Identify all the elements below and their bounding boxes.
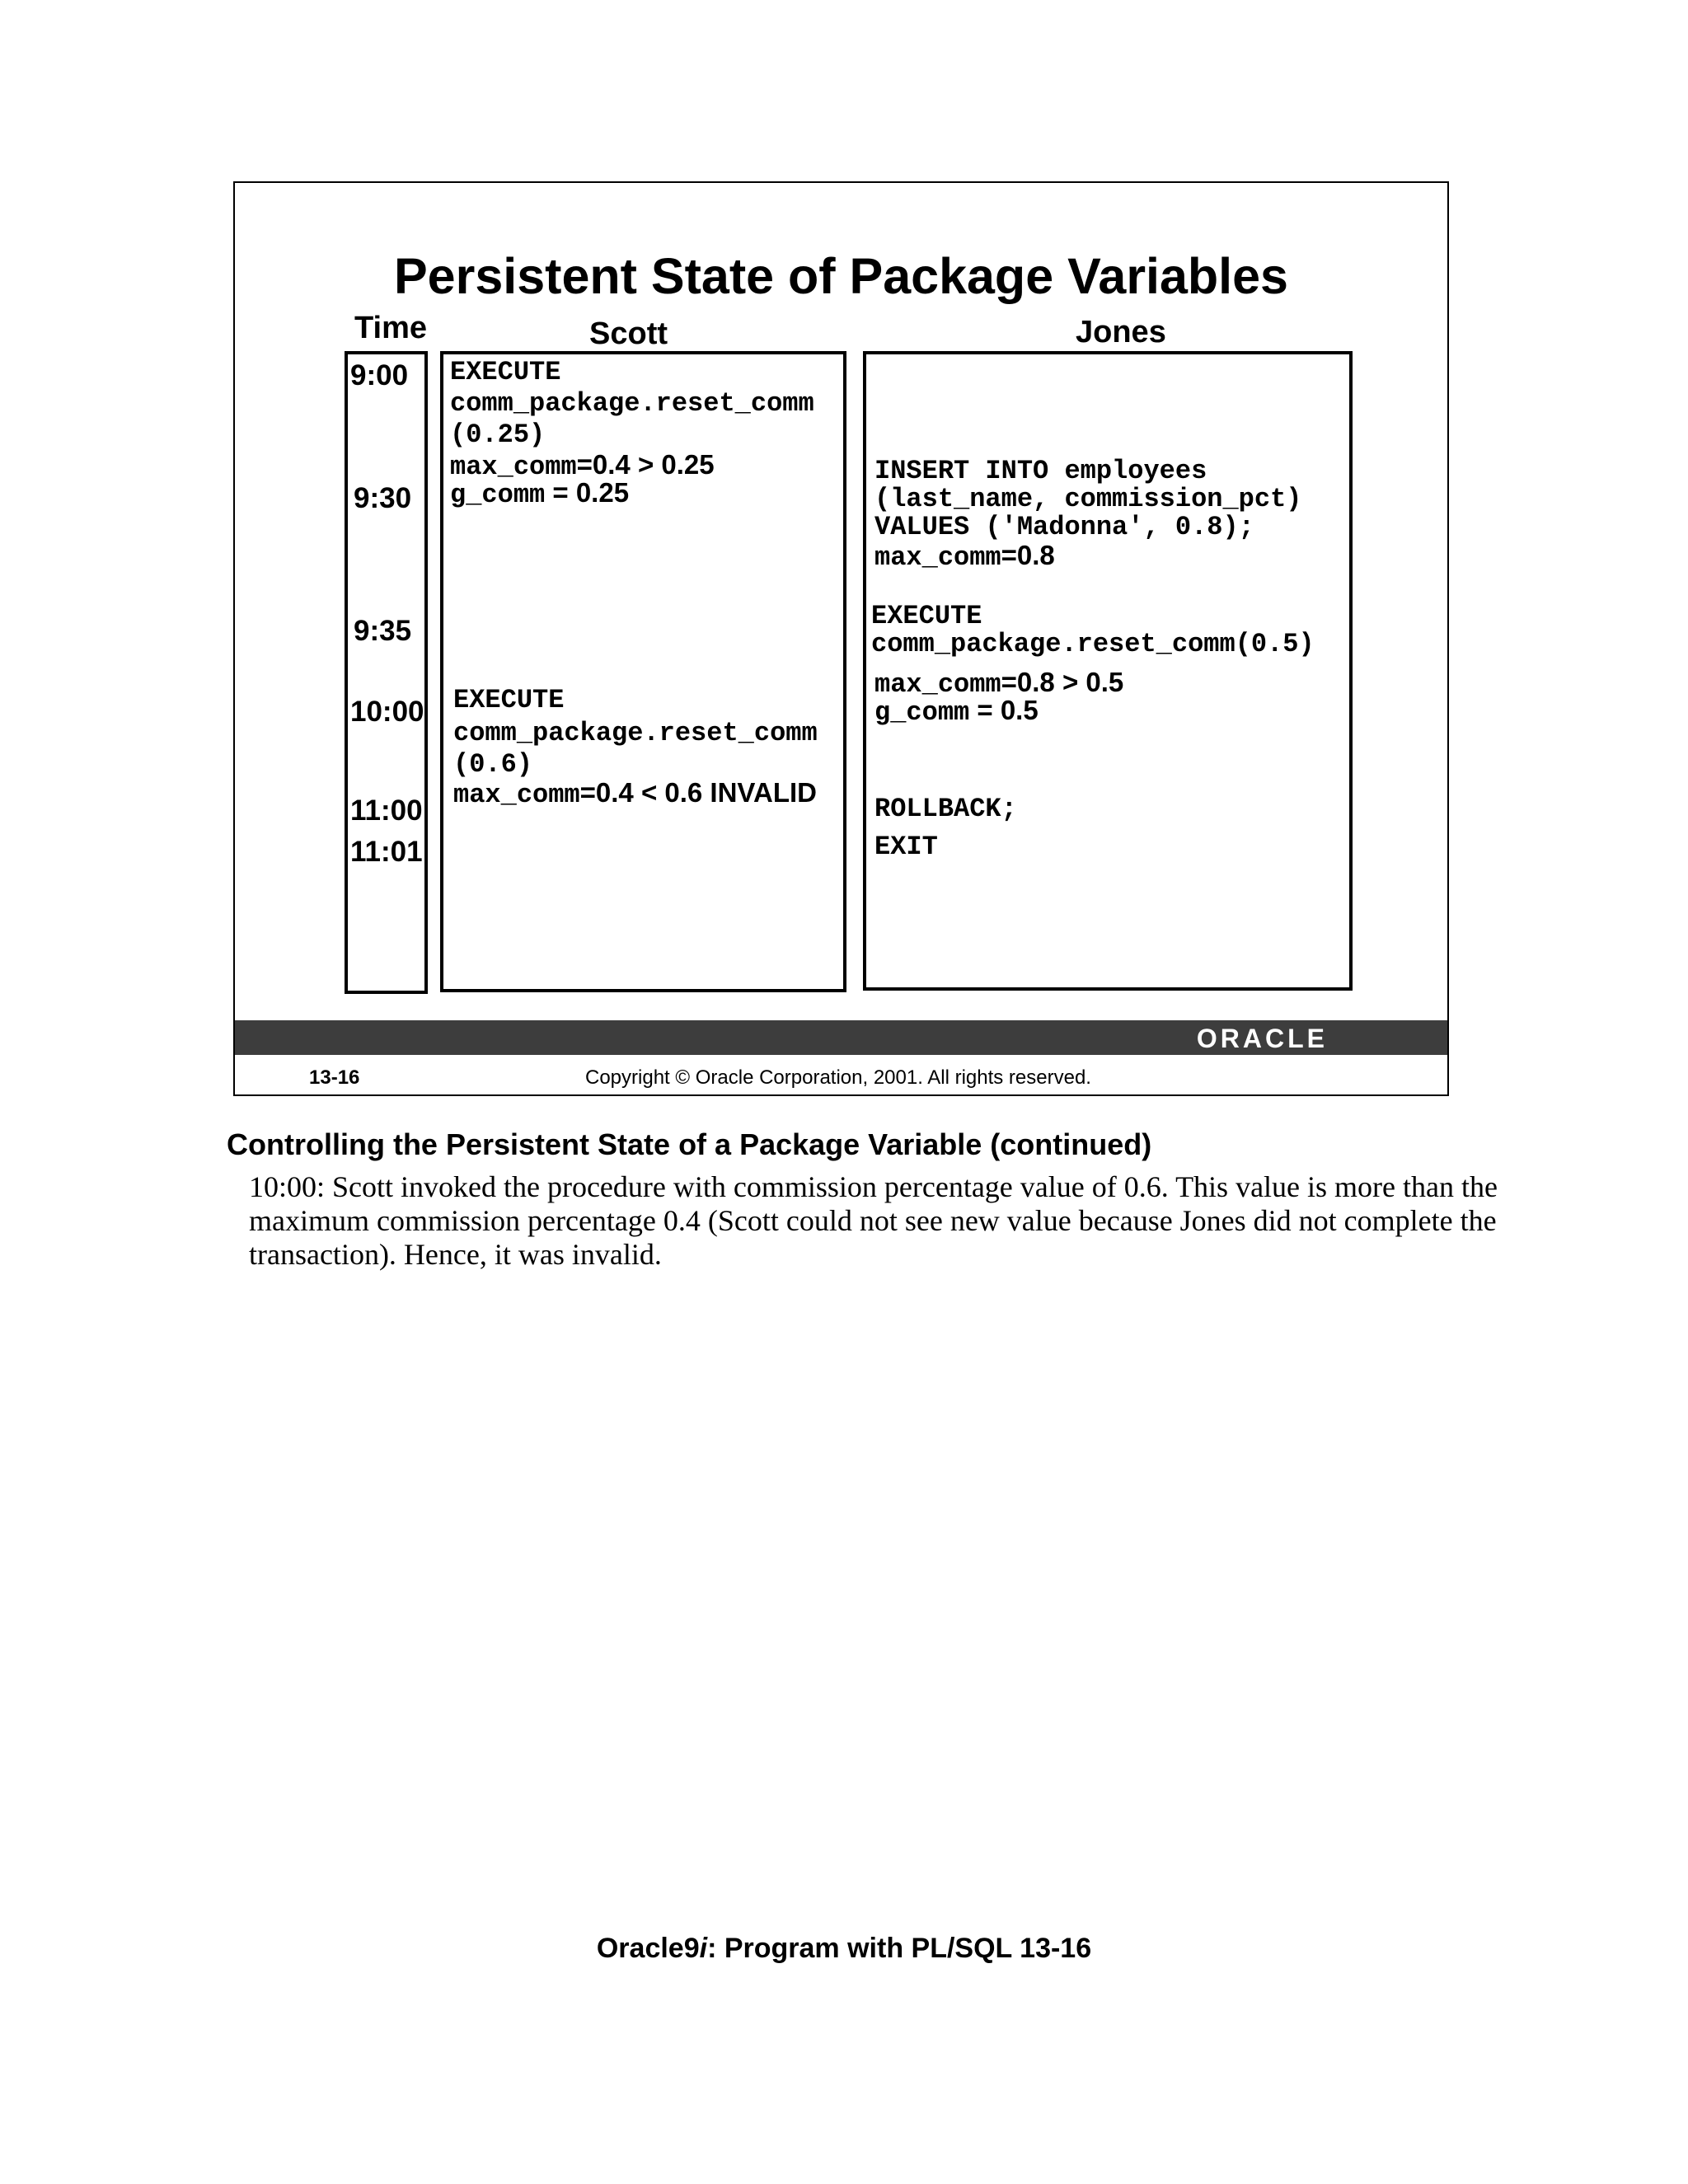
slide-footer-bar — [235, 1020, 1447, 1055]
jones-rollback: ROLLBACK; — [874, 794, 1017, 824]
scott-call-2: comm_package.reset_comm — [453, 718, 818, 748]
time-label: 9:35 — [354, 615, 412, 647]
scott-call-1: comm_package.reset_comm — [450, 388, 814, 419]
jones-session-box — [863, 351, 1353, 991]
jones-set: g_comm = 0.5 — [874, 695, 1039, 728]
slide — [233, 181, 1449, 1096]
body-paragraph: 10:00: Scott invoked the procedure with commission percentage value of 0.6. This value is more than the maximum commission percentage 0.4 (Scott could not see new value because Jones did not complete the transaction). Hence, it was invalid. — [249, 1170, 1498, 1271]
oracle-logo: ORACLE — [1196, 1024, 1328, 1053]
section-heading: Controlling the Persistent State of a Package Variable (continued) — [227, 1127, 1152, 1161]
scott-check-2: max_comm=0.4 < 0.6 INVALID — [453, 777, 817, 810]
time-label: 9:00 — [350, 359, 409, 391]
jones-max-comm: max_comm=0.8 — [874, 540, 1055, 573]
slide-title: Persistent State of Package Variables — [394, 248, 1288, 304]
copyright-text: Copyright © Oracle Corporation, 2001. All rights reserved. — [585, 1066, 1091, 1089]
jones-check: max_comm=0.8 > 0.5 — [874, 667, 1124, 700]
jones-execute: EXECUTE — [871, 601, 982, 631]
scott-set-1: g_comm = 0.25 — [450, 477, 630, 510]
scott-arg-2: (0.6) — [453, 749, 533, 780]
scott-column-header: Scott — [589, 316, 668, 351]
scott-arg-1: (0.25) — [450, 419, 546, 450]
scott-session-box — [440, 351, 846, 992]
time-label: 11:00 — [350, 794, 423, 827]
time-label: 10:00 — [350, 696, 424, 728]
jones-insert-3: VALUES ('Madonna', 0.8); — [874, 512, 1254, 542]
slide-number: 13-16 — [309, 1066, 360, 1089]
page-footer: Oracle9i: Program with PL/SQL 13-16 — [596, 1933, 1092, 1964]
scott-execute-2: EXECUTE — [453, 685, 565, 715]
time-label: 11:01 — [350, 836, 423, 868]
jones-insert-1: INSERT INTO employees — [874, 456, 1207, 486]
jones-insert-2: (last_name, commission_pct) — [874, 484, 1302, 514]
scott-check-1: max_comm=0.4 > 0.25 — [450, 449, 715, 482]
time-column-box — [345, 351, 428, 994]
time-column-header: Time — [354, 311, 428, 345]
scott-execute-1: EXECUTE — [450, 357, 561, 387]
jones-call: comm_package.reset_comm(0.5) — [871, 629, 1315, 659]
jones-exit: EXIT — [874, 832, 938, 862]
time-label: 9:30 — [354, 482, 412, 514]
jones-column-header: Jones — [1076, 315, 1166, 349]
